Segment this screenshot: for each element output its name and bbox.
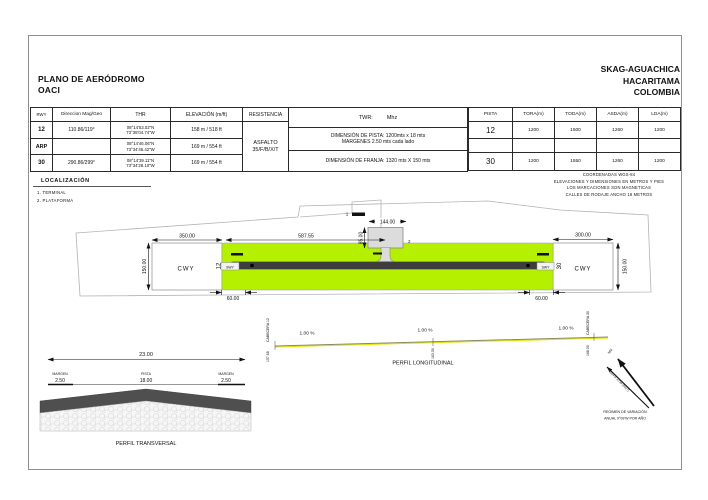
cell-asda [597,139,639,153]
dim-350-label: 350.00 [179,233,195,240]
cell-direccion [53,139,111,155]
threshold-bar-30 [537,253,549,256]
pista-value: 18.00 [139,378,153,384]
variation-label: VAR 8°10'W (2017) [608,369,631,393]
twr-value: Mhz [386,114,398,121]
document-title [38,74,145,96]
cell-lda: 1200 [639,122,681,139]
cell-thr [111,139,171,155]
cell-rwy: ARP [31,139,53,155]
dim-144-label: 144.00 [379,219,396,226]
margen-left-value: 2.50 [55,378,65,384]
profile-accent-line [275,338,608,347]
cell-lda: 1200 [639,153,681,171]
margen-left-label: MARGEN [52,372,68,376]
transversal-profile-drawing [35,348,260,450]
airport-country: COLOMBIA [633,87,680,97]
airport-code: SKAG-AGUACHICA [600,64,680,74]
dim-150-right-label: 150.00 [622,258,629,275]
runway-point-right [526,264,530,268]
col-header-rwy: RWY [31,108,53,122]
cell-elevacion: 169 m / 554 ft [171,139,243,155]
cell-elevacion: 169 m / 554 ft [171,155,243,172]
col-header-thr: THR [111,108,171,122]
transversal-profile-caption: PERFIL TRANSVERSAL [115,441,177,447]
dim-23-label: 23.00 [139,352,153,358]
resistencia-line2: 35/F/B/X/T [252,146,279,153]
pista-dimension-row [289,128,467,151]
cell-direccion: 290.86/299° [53,155,111,172]
pista-dim-line2: MARGENES 2.50 mts cada lado [341,139,415,145]
pista-dim-line1: DIMENSIÓN DE PISTA: 1200mts x 18 mts [330,132,426,139]
profile-elev30-label: 168.30 [586,345,590,356]
cell-thr [111,155,171,172]
runway-designator-30: 30 [557,262,563,270]
runway-pavement [230,262,546,270]
airport-name: HACARITAMA [623,75,680,86]
note-line: ELEVACIONES Y DIMENSIONES EN METROS Y PIES [553,178,665,184]
margen-right-label: MARGEN [218,372,234,376]
col-header-toda: TODA(m) [555,108,597,122]
info-table [288,107,468,172]
thr-lon: 73°34'28.10"W [126,163,155,168]
runway-data-table [30,107,289,172]
north-arrow-label: NM [606,348,614,355]
runway-point-left [250,264,254,268]
thr-lon: 73°35'04.74"W [126,130,155,135]
col-header-asda: ASDA(m) [597,108,639,122]
profile-elev-mid-label: 163.30 [431,348,435,359]
cell-pista: 30 [469,153,513,171]
thr-lon: 73°34'46.42"W [126,146,155,152]
cell-direccion: 110.86/119° [53,122,111,139]
profile-cabecera12-label: CABECERA 12 [266,318,270,342]
runway-designator-12: 12 [216,262,223,270]
cell-pista: 12 [469,122,513,139]
profile-elev12-label: 157.68 [266,351,270,362]
col-header-lda: LDA(m) [639,108,681,122]
note-line: LOS MARCACIONES SON MAGNETICAS [566,185,652,191]
cell-toda: 1500 [555,122,597,139]
profile-cabecera30-label: CABECERA 30 [586,311,590,335]
franja-dimension-row [289,151,467,171]
localizacion-title: LOCALIZACIÓN [33,178,151,187]
cell-asda: 1260 [597,153,639,171]
table-row [469,139,681,153]
dim-85-label: 85.00 [358,231,365,245]
dim-300-label: 300.00 [575,232,591,239]
threshold-bar-12 [231,253,243,256]
cell-toda: 1550 [555,153,597,171]
col-header-resistencia: RESISTENCIA [243,108,289,122]
profile-ground-line [275,337,608,346]
twr-label: TWR: [358,114,373,121]
declared-distances-table [468,107,681,171]
dim-150-left-label: 150.00 [141,258,148,275]
airport-title [601,64,680,99]
title-line1: PLANO DE AERÓDROMO [38,74,145,84]
note-line: CALLES DE RODAJE ANCHO 18 METROS [565,191,653,197]
dim-587-label: 587.55 [298,233,314,240]
dim-60-right-label: 60.00 [535,296,548,302]
cell-tora: 1200 [513,153,555,171]
cell-thr [111,122,171,139]
cell-pista [469,139,513,153]
longitudinal-profile-drawing [255,308,615,370]
twr-row [289,108,467,128]
variation-caption-line2: ANUAL 0°09'W POR AÑO [604,416,646,421]
platform-apron [368,228,403,249]
col-header-tora: TORA(m) [513,108,555,122]
franja-dim: DIMENSIÓN DE FRANJA: 1320 mts X 150 mts [325,158,431,164]
cell-lda [639,139,681,153]
table-row [469,153,681,171]
pista-label: PISTA [141,372,151,376]
note-line: COORDENADAS WGS-84 [582,172,636,177]
slope-label-2: 1.00 % [417,328,433,334]
cell-tora: 1200 [513,122,555,139]
resistencia-line1: ASFALTO [253,139,278,146]
legend-item-plataforma: 2. PLATAFORMA [37,198,74,203]
stopway-left-label: SWY [226,265,234,270]
col-header-pista: PISTA [469,108,513,122]
col-header-elevacion: ELEVACIÓN (m/ft) [171,108,243,122]
cell-asda: 1260 [597,122,639,139]
clearway-left-label: CWY [177,266,195,273]
dim-60-left-label: 60.00 [226,296,240,302]
col-header-direccion: Direccion Mag/Geo [53,108,111,122]
title-line2: OACI [38,85,61,95]
cell-rwy: 12 [31,122,53,139]
stopway-right-label: SWY [541,265,550,270]
thr-lat: 08°14'39.11"N [126,157,155,163]
cell-resistencia [243,122,289,172]
cell-elevacion: 158 m / 518 ft [171,122,243,139]
slope-label-1: 1.00 % [299,331,315,337]
longitudinal-profile-caption: PERFIL LONGITUDINAL [392,360,454,367]
variation-caption-line1: REGIMEN DE VARIACIÓN [603,410,647,414]
magnetic-variation-arrows [595,345,675,425]
cell-toda [555,139,597,153]
holding-position-mark [373,253,382,255]
runway-plan-drawing [30,195,680,310]
table-row [31,122,289,139]
margen-right-value: 2.50 [221,378,231,384]
slope-label-3: 1.00 % [558,326,574,332]
clearway-right-label: CWY [574,266,592,273]
cell-rwy: 30 [31,155,53,172]
thr-lat: 08°14'53.02"N [126,124,155,130]
table-row [469,122,681,139]
thr-lat: 08°14'46.06"N [126,141,155,147]
terminal-number-label: 1 [345,211,349,217]
terminal-building [352,213,365,217]
legend-item-terminal: 1. TERMINAL [37,190,67,195]
cell-tora [513,139,555,153]
platform-number-label: 2 [408,239,411,244]
